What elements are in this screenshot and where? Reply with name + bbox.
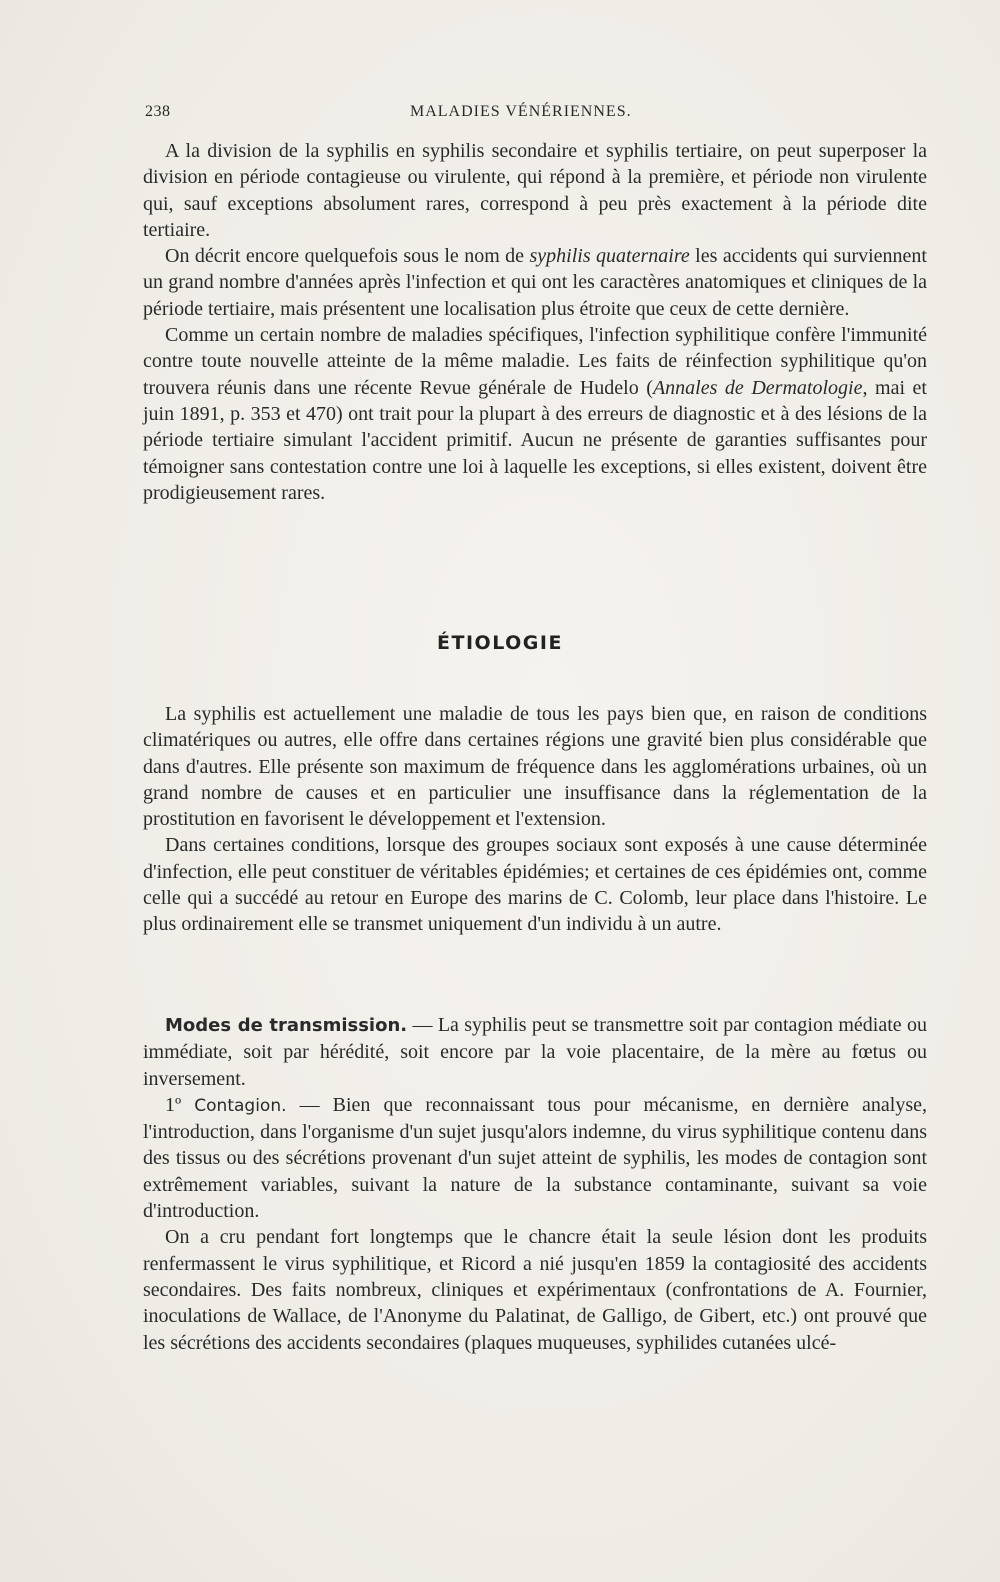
italic-citation: Annales de Dermatologie bbox=[652, 376, 863, 399]
italic-term: syphilis quaternaire bbox=[529, 245, 690, 268]
running-title: MALADIES VÉNÉRIENNES. bbox=[410, 103, 632, 120]
paragraph: A la division de la syphilis en syphilis secondaire et syphilis tertiaire, on peut superposer la division en période contagieuse ou virulente, qui répond à la première, et période non virulente qui, sauf exceptions absolument rares, correspond à peu près exactement à la période dite tertiaire. bbox=[143, 140, 927, 241]
section-transmission bbox=[143, 1012, 927, 1356]
subheading-contagion: Contagion. bbox=[194, 1095, 287, 1116]
paragraph bbox=[143, 322, 927, 506]
paragraph bbox=[143, 1012, 927, 1092]
paragraph: On a cru pendant fort longtemps que le chancre était la seule lésion dont les produits renfermassent le virus syphilitique, et Ricord a nié jusqu'en 1859 la contagiosité des accidents secondaires. Des faits nombreux, cliniques et expérimentaux (confrontations de A. Fournier, inoculations de Wallace, de l'Anonyme du Palatinat, de Galligo, de Gibert, etc.) ont prouvé que les sécrétions des accidents secondaires (plaques muqueuses, syphilides cutanées ulcé- bbox=[143, 1226, 927, 1354]
paragraph: Dans certaines conditions, lorsque des groupes sociaux sont exposés à une cause déterminée d'infection, elle peut constituer de véritables épidémies; et certaines de ces épidémies ont, comme celle qui a succédé au retour en Europe des marins de C. Colomb, leur place dans l'histoire. Le plus ordinairement elle se transmet uniquement d'un individu à un autre. bbox=[143, 834, 927, 936]
text-run: — Bien que reconnaissant tous pour mécanisme, en dernière analyse, l'introduction, dans l'organisme d'un sujet jusqu'alors indemne, du virus syphilitique contenu dans des tissus ou des sécrétions provenant d'un sujet atteint de syphilis, les modes de contagion sont extrêmement variables, suivant la nature de la substance contaminante, suivant sa voie d'introduction. bbox=[143, 1093, 927, 1223]
paragraph bbox=[143, 243, 927, 322]
section-heading: ÉTIOLOGIE bbox=[437, 632, 563, 654]
text-run: Comme un certain nombre de maladies spécifiques, l'infection syphilitique confère l'immunité contre toute nouvelle atteinte de la même maladie. Les faits de réinfection syphilitique qu'on trouvera réunis dans une récente Revue générale de Hudelo ( bbox=[143, 324, 927, 399]
text-run: On décrit encore quelquefois sous le nom de bbox=[165, 245, 530, 268]
text-run: — La syphilis peut se transmettre soit par contagion médiate ou immédiate, soit par hérédité, soit encore par la voie placentaire, de la mère au fœtus ou inversement. bbox=[143, 1014, 927, 1090]
section-etiology bbox=[143, 701, 927, 938]
section-syphilis-periods bbox=[143, 138, 927, 506]
paragraph bbox=[143, 1092, 927, 1224]
paragraph: La syphilis est actuellement une maladie de tous les pays bien que, en raison de conditions climatériques ou autres, elle offre dans certaines régions une gravité bien plus considérable que dans d'autres. Elle présente son maximum de fréquence dans les agglomérations urbaines, où un grand nombre de causes et en particulier une insuffisance dans la réglementation de la prostitution en favorisent le développement et l'extension. bbox=[143, 703, 927, 831]
subheading-modes: Modes de transmission. bbox=[165, 1015, 408, 1036]
text-run: les accidents qui surviennent un grand nombre d'années après l'infection et qui ont les caractères anatomiques et cliniques de la période tertiaire, mais présentent une localisation plus étroite que ceux de cette dernière. bbox=[143, 245, 927, 320]
page-header bbox=[145, 103, 925, 127]
list-number: 1º bbox=[165, 1093, 182, 1116]
page-number: 238 bbox=[145, 103, 171, 120]
text-run: , mai et juin 1891, p. 353 et 470) ont trait pour la plupart à des erreurs de diagnostic et à des lésions de la période tertiaire simulant l'accident primitif. Aucun ne présente de garanties suffisantes pour témoigner sans contestation contre une loi à laquelle les exceptions, si elles existent, doivent être prodigieusement rares. bbox=[143, 376, 927, 504]
